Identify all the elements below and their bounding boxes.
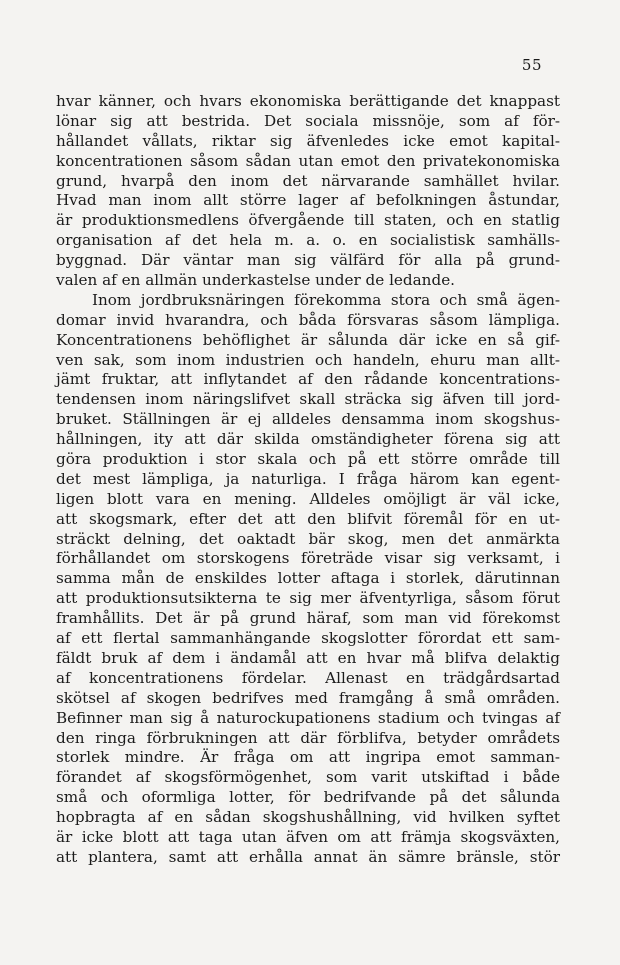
text-line: den ringa förbrukningen att där förblifva, betyder områdets	[56, 728, 560, 747]
text-line: storlek mindre. Är fråga om att ingripa emot samman-	[56, 748, 560, 767]
text-line: organisation af det hela m. a. o. en socialistisk samhälls-	[56, 231, 560, 250]
text-line: bruket. Ställningen är ej alldeles densamma inom skogshus-	[56, 410, 560, 429]
text-line: fäldt bruk af dem i ändamål att en hvar må blifva delaktig	[56, 648, 560, 667]
text-line: koncentrationen såsom sådan utan emot den privatekonomiska	[56, 151, 560, 170]
text-line: lönar sig att bestrida. Det sociala missnöje, som af för-	[56, 111, 560, 130]
text-line: tendensen inom näringslifvet skall sträcka sig äfven till jord-	[56, 390, 560, 409]
text-line: hållningen, ity att där skilda omständigheter förena sig att	[56, 430, 560, 449]
text-line: sträckt delning, det oaktadt bär skog, men det anmärkta	[56, 529, 560, 548]
text-line: att plantera, samt att erhålla annat än sämre bränsle, stör	[56, 847, 560, 866]
text-line: domar invid hvarandra, och båda försvaras såsom lämpliga.	[56, 310, 560, 329]
text-line: framhållits. Det är på grund häraf, som man vid förekomst	[56, 609, 560, 628]
text-line: af ett flertal sammanhängande skogslotter förordat ett sam-	[56, 629, 560, 648]
text-line: är icke blott att taga utan äfven om att främja skogsväxten,	[56, 827, 560, 846]
text-line: att skogsmark, efter det att den blifvit föremål för en ut-	[56, 509, 560, 528]
text-line: Befinner man sig å naturockupationens stadium och tvingas af	[56, 708, 560, 727]
text-line: Inom jordbruksnäringen förekomma stora och små ägen-	[92, 290, 560, 309]
text-line: af koncentrationens fördelar. Allenast en trädgårdsartad	[56, 668, 560, 687]
text-line: Hvad man inom allt större lager af befolkningen åstundar,	[56, 191, 560, 210]
text-line: grund, hvarpå den inom det närvarande samhället hvilar.	[56, 171, 560, 190]
text-line: förhållandet om storskogens företräde visar sig verksamt, i	[56, 549, 560, 568]
text-line: jämt fruktar, att inflytandet af den rådande koncentrations-	[56, 370, 560, 389]
text-line: byggnad. Där väntar man sig välfärd för alla på grund-	[56, 251, 560, 270]
text-line: förandet af skogsförmögenhet, som varit utskiftad i både	[56, 768, 560, 787]
text-line: det mest lämpliga, ja naturliga. I fråga härom kan egent-	[56, 469, 560, 488]
text-line: göra produktion i stor skala och på ett större område till	[56, 450, 560, 469]
text-line: skötsel af skogen bedrifves med framgång å små områden.	[56, 688, 560, 707]
text-line: hvar känner, och hvars ekonomiska berättigande det knappast	[56, 92, 560, 110]
text-line: valen af en allmän underkastelse under de ledande.	[56, 271, 456, 290]
page-number: 55	[521, 56, 542, 74]
text-line: hopbragta af en sådan skogshushållning, vid hvilken syftet	[56, 808, 560, 827]
text-line: ven sak, som inom industrien och handeln, ehuru man allt-	[56, 350, 560, 369]
body-text	[56, 92, 560, 868]
text-line: Koncentrationens behöflighet är sålunda där icke en så gif-	[56, 330, 560, 349]
text-line: hållandet vållats, riktar sig äfvenledes icke emot kapital-	[56, 131, 560, 150]
text-line: ligen blott vara en mening. Alldeles omöjligt är väl icke,	[56, 489, 560, 508]
text-line: att produktionsutsikterna te sig mer äfventyrliga, såsom förut	[56, 589, 560, 608]
text-line: små och oformliga lotter, för bedrifvande på det sålunda	[56, 788, 560, 807]
text-line: är produktionsmedlens öfvergående till staten, och en statlig	[56, 211, 560, 230]
text-line: samma mån de enskildes lotter aftaga i storlek, därutinnan	[56, 569, 560, 588]
